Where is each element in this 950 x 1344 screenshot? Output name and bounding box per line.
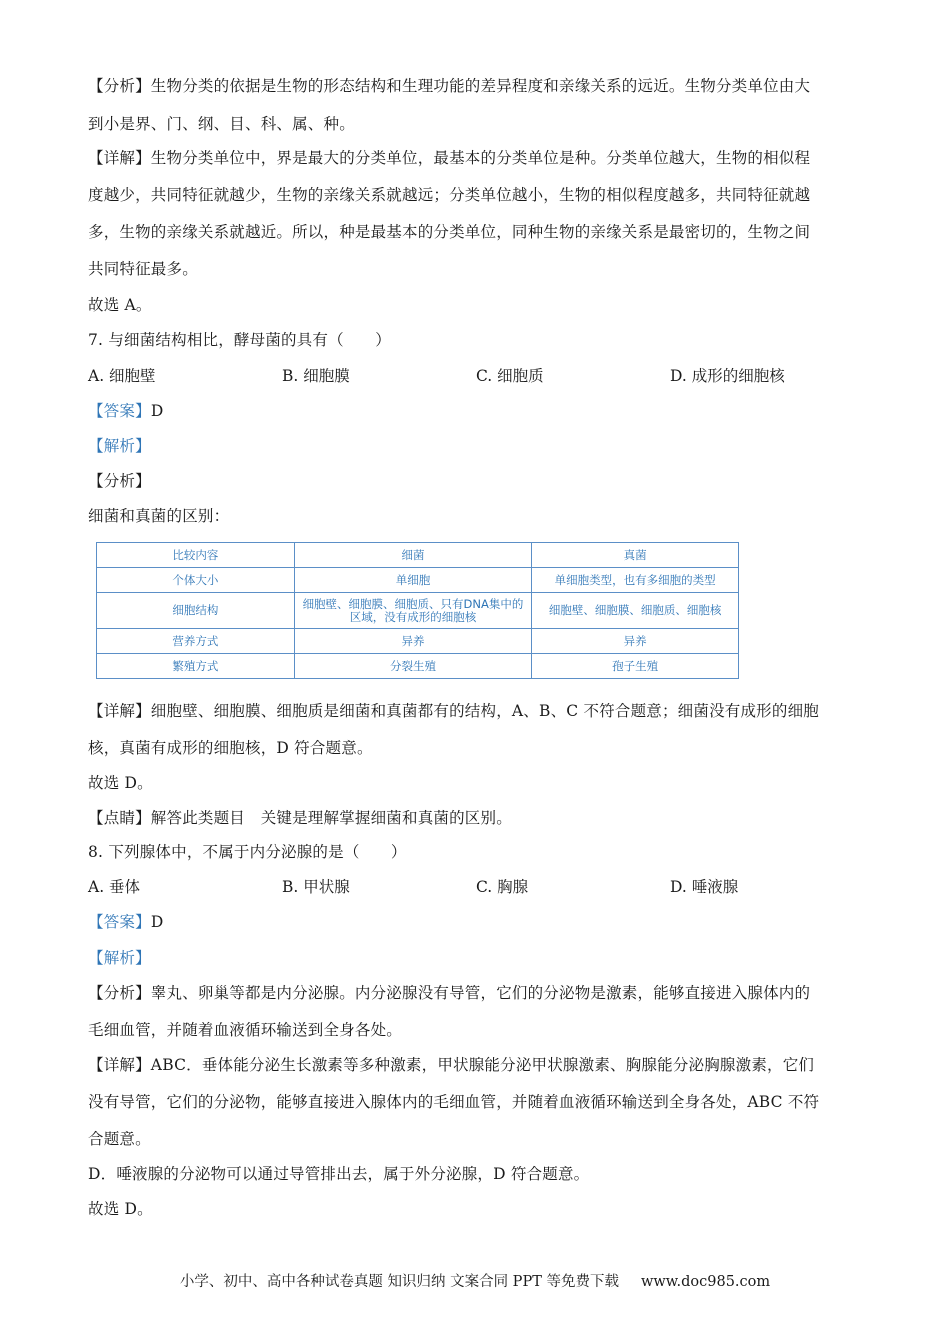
table-cell: 孢子生殖 bbox=[532, 654, 739, 679]
table-cell: 营养方式 bbox=[97, 629, 295, 654]
table-cell: 细胞壁、细胞膜、细胞质、只有DNA集中的区域，没有成形的细胞核 bbox=[294, 593, 532, 629]
q7-option-c: C. 细胞质 bbox=[476, 367, 544, 385]
q8-answer bbox=[88, 912, 868, 932]
q8-answer-label: 【答案】 bbox=[88, 913, 151, 931]
q7-choice: 故选 D。 bbox=[88, 774, 153, 792]
table-header-cell: 细菌 bbox=[294, 543, 532, 568]
q8-detail-line-3: 合题意。 bbox=[88, 1130, 151, 1148]
q8-option-d: D. 唾液腺 bbox=[670, 878, 739, 896]
table-cell: 单细胞 bbox=[294, 568, 532, 593]
table-header-row bbox=[97, 543, 739, 568]
q6-choice: 故选 A。 bbox=[88, 296, 152, 314]
q7-detail-line-1: 【详解】细胞壁、细胞膜、细胞质是细菌和真菌都有的结构，A、B、C 不符合题意；细菌没有成形的细胞 bbox=[88, 702, 819, 720]
table-row bbox=[97, 593, 739, 629]
q8-fenxi-line-2: 毛细血管，并随着血液循环输送到全身各处。 bbox=[88, 1021, 403, 1039]
q6-detail-line-1: 【详解】生物分类单位中，界是最大的分类单位，最基本的分类单位是种。分类单位越大，生物的相似程 bbox=[88, 149, 811, 167]
q7-comment: 【点睛】解答此类题目 关键是理解掌握细菌和真菌的区别。 bbox=[88, 809, 512, 827]
table-cell: 细胞壁、细胞膜、细胞质、细胞核 bbox=[532, 593, 739, 629]
page-footer bbox=[0, 1270, 950, 1291]
table-row bbox=[97, 568, 739, 593]
q7-stem: 7. 与细菌结构相比，酵母菌的具有（ ） bbox=[88, 331, 391, 349]
q8-fenxi-line-1: 【分析】睾丸、卵巢等都是内分泌腺。内分泌腺没有导管，它们的分泌物是激素，能够直接进入腺体内的 bbox=[88, 984, 811, 1002]
q7-option-a: A. 细胞壁 bbox=[88, 367, 156, 385]
q8-detail-line-4: D．唾液腺的分泌物可以通过导管排出去，属于外分泌腺，D 符合题意。 bbox=[88, 1165, 590, 1183]
q8-option-c: C. 胸腺 bbox=[476, 878, 529, 896]
q7-table-intro: 细菌和真菌的区别： bbox=[88, 507, 230, 525]
q8-option-b: B. 甲状腺 bbox=[282, 878, 350, 896]
q7-detail-line-2: 核，真菌有成形的细胞核，D 符合题意。 bbox=[88, 739, 373, 757]
q6-analysis-line-2: 到小是界、门、纲、目、科、属、种。 bbox=[88, 115, 355, 133]
table-row bbox=[97, 654, 739, 679]
q7-fenxi-label: 【分析】 bbox=[88, 472, 151, 490]
q6-detail-line-3: 多，生物的亲缘关系就越近。所以，种是最基本的分类单位，同种生物的亲缘关系是最密切的，生物之间 bbox=[88, 223, 811, 241]
q7-answer-value: D bbox=[150, 402, 164, 420]
table-cell: 单细胞类型，也有多细胞的类型 bbox=[532, 568, 739, 593]
q8-detail-line-2: 没有导管，它们的分泌物，能够直接进入腺体内的毛细血管，并随着血液循环输送到全身各处，ABC 不符 bbox=[88, 1093, 820, 1111]
q7-option-b: B. 细胞膜 bbox=[282, 367, 350, 385]
q6-detail-line-4: 共同特征最多。 bbox=[88, 260, 198, 278]
q8-choice: 故选 D。 bbox=[88, 1200, 153, 1218]
q7-answer-label: 【答案】 bbox=[88, 402, 151, 420]
table-cell: 异养 bbox=[532, 629, 739, 654]
table-cell: 异养 bbox=[294, 629, 532, 654]
q7-answer bbox=[88, 401, 868, 421]
bacteria-fungi-comparison-table bbox=[96, 542, 739, 679]
q8-option-a: A. 垂体 bbox=[88, 878, 141, 896]
table-cell: 繁殖方式 bbox=[97, 654, 295, 679]
table-row bbox=[97, 629, 739, 654]
footer-text: 小学、初中、高中各种试卷真题 知识归纳 文案合同 PPT 等免费下载 bbox=[179, 1274, 619, 1290]
q6-analysis-line-1: 【分析】生物分类的依据是生物的形态结构和生理功能的差异程度和亲缘关系的远近。生物分类单位由大 bbox=[88, 77, 811, 95]
table-header-cell: 真菌 bbox=[532, 543, 739, 568]
q7-jiexi-label: 【解析】 bbox=[88, 437, 151, 455]
table-cell: 分裂生殖 bbox=[294, 654, 532, 679]
q8-answer-value: D bbox=[150, 913, 164, 931]
table-header-cell: 比较内容 bbox=[97, 543, 295, 568]
q7-option-d: D. 成形的细胞核 bbox=[670, 367, 785, 385]
q8-detail-line-1: 【详解】ABC．垂体能分泌生长激素等多种激素，甲状腺能分泌甲状腺激素、胸腺能分泌胸腺激素，它们 bbox=[88, 1056, 815, 1074]
q6-detail-line-2: 度越少，共同特征就越少，生物的亲缘关系就越远；分类单位越小，生物的相似程度越多，共同特征就越 bbox=[88, 186, 811, 204]
q8-jiexi-label: 【解析】 bbox=[88, 949, 151, 967]
q8-stem: 8. 下列腺体中，不属于内分泌腺的是（ ） bbox=[88, 843, 407, 861]
table-cell: 个体大小 bbox=[97, 568, 295, 593]
footer-site-link[interactable]: www.doc985.com bbox=[640, 1274, 771, 1290]
table-cell: 细胞结构 bbox=[97, 593, 295, 629]
